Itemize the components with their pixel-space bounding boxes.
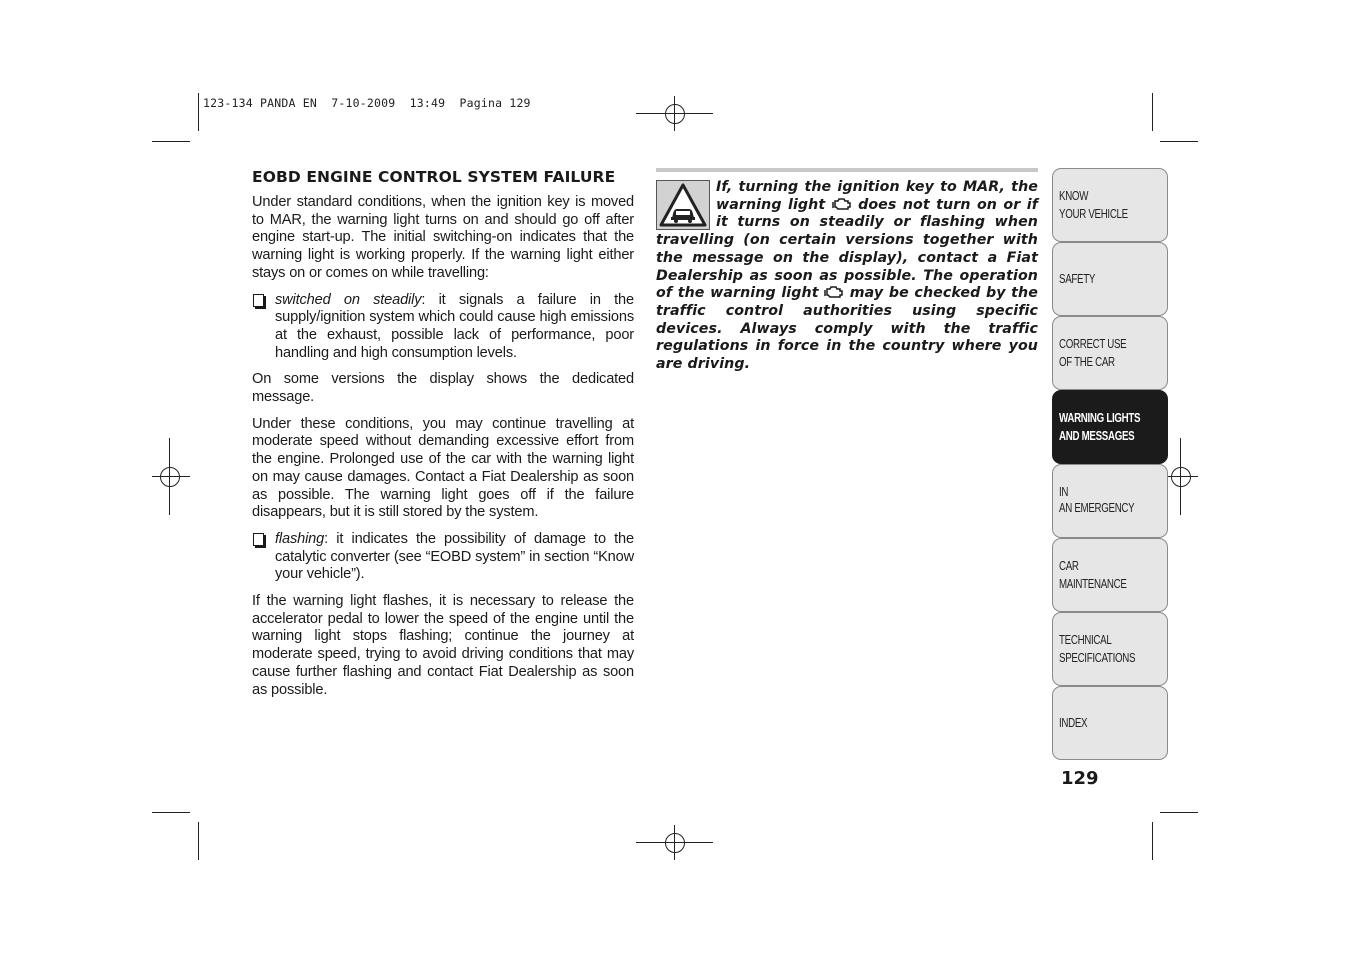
crop-mark — [198, 822, 199, 860]
display-note: On some versions the display shows the dedicated message. — [252, 371, 634, 406]
tab-label: SAFETY — [1059, 272, 1096, 286]
tab-label: MAINTENANCE — [1059, 577, 1127, 591]
crop-mark — [152, 141, 190, 142]
conditions-paragraph: Under these conditions, you may continue travelling at moderate speed without demanding excessive effort from the engine. Prolonged use of the car with the warning light on may cause damages. Contact a Fiat Dealership as soon as possible. The warning light goes off if the failure disappears, but it is still stored by the system. — [252, 415, 634, 521]
tab-label: SPECIFICATIONS — [1059, 651, 1136, 665]
engine-warning-icon — [824, 285, 844, 299]
crop-mark — [152, 812, 190, 813]
tab-in-an-emergency[interactable] — [1052, 464, 1168, 538]
registration-circle — [665, 104, 685, 124]
bullet-text: : it signals a failure in the supply/ignition system which could cause high emissions at the exhaust, possible lack of performance, poor handling and high consumption levels. — [275, 291, 634, 361]
tab-label: YOUR VEHICLE — [1059, 207, 1128, 221]
crop-mark — [1152, 822, 1153, 860]
engine-warning-icon — [832, 197, 852, 211]
tab-label: AND MESSAGES — [1059, 429, 1135, 443]
bullet-steady — [252, 292, 634, 363]
tab-label: INDEX — [1059, 716, 1088, 730]
intro-paragraph: Under standard conditions, when the ignition key is moved to MAR, the warning light turns on and should go off after engine start-up. The initial switching-on indicates that the warning light is working properly. If the warning light either stays on or comes on while travelling: — [252, 194, 634, 281]
car-warning-triangle-icon — [656, 180, 710, 230]
bullet-term: switched on steadily — [275, 291, 422, 308]
tab-label: CAR — [1059, 559, 1079, 573]
section-tabs — [1052, 168, 1168, 760]
tab-label: KNOW — [1059, 189, 1089, 203]
tab-label: CORRECT USE — [1059, 337, 1127, 351]
bullet-box-icon — [253, 533, 264, 546]
bullet-flashing — [252, 531, 634, 584]
registration-circle — [160, 467, 180, 487]
crop-mark — [1160, 141, 1198, 142]
tab-label: IN — [1059, 485, 1069, 499]
tab-know-your-vehicle[interactable] — [1052, 168, 1168, 242]
tab-correct-use[interactable] — [1052, 316, 1168, 390]
tab-technical-specifications[interactable] — [1052, 612, 1168, 686]
registration-circle — [665, 833, 685, 853]
crop-mark — [1160, 812, 1198, 813]
registration-circle — [1171, 467, 1191, 487]
tab-label: WARNING LIGHTS — [1059, 411, 1141, 425]
crop-mark — [1152, 93, 1153, 131]
tab-label: AN EMERGENCY — [1059, 501, 1135, 515]
tab-safety[interactable] — [1052, 242, 1168, 316]
tab-warning-lights[interactable] — [1052, 390, 1168, 464]
bullet-term: flashing — [275, 530, 325, 547]
bullet-text: : it indicates the possibility of damage to the catalytic converter (see “EOBD system” in section “Know your vehicle”). — [275, 530, 634, 583]
tab-index[interactable] — [1052, 686, 1168, 760]
tab-label: OF THE CAR — [1059, 355, 1115, 369]
section-heading: EOBD ENGINE CONTROL SYSTEM FAILURE — [252, 168, 616, 186]
crop-mark — [198, 93, 199, 131]
bullet-box-icon — [253, 294, 264, 307]
tab-car-maintenance[interactable] — [1052, 538, 1168, 612]
warning-box — [656, 168, 1038, 374]
warning-text-part: does not turn on or if it turns on steadily or flashing when travelling (on certain versions together with the message on the display), contact a Fiat Dealership as soon as possible. The operation of the warning light — [656, 196, 1038, 302]
warning-text — [656, 179, 1038, 374]
tab-label: TECHNICAL — [1059, 633, 1112, 647]
page-number: 129 — [1061, 768, 1099, 789]
main-text-column — [252, 168, 634, 708]
warning-text-part: may be checked by the traffic control authorities using specific devices. Always comply with the traffic regulations in force in the country where you are driving. — [656, 285, 1038, 373]
printer-slug: 123-134 PANDA EN 7-10-2009 13:49 Pagina 129 — [203, 96, 531, 110]
warning-text-part: If, turning the ignition key to MAR, the warning light — [716, 179, 1038, 213]
flash-advice-paragraph: If the warning light flashes, it is necessary to release the accelerator pedal to lower the speed of the engine until the warning light stops flashing; continue the journey at moderate speed, trying to avoid driving conditions that may cause further flashing and contact Fiat Dealership as soon as possible. — [252, 593, 634, 698]
